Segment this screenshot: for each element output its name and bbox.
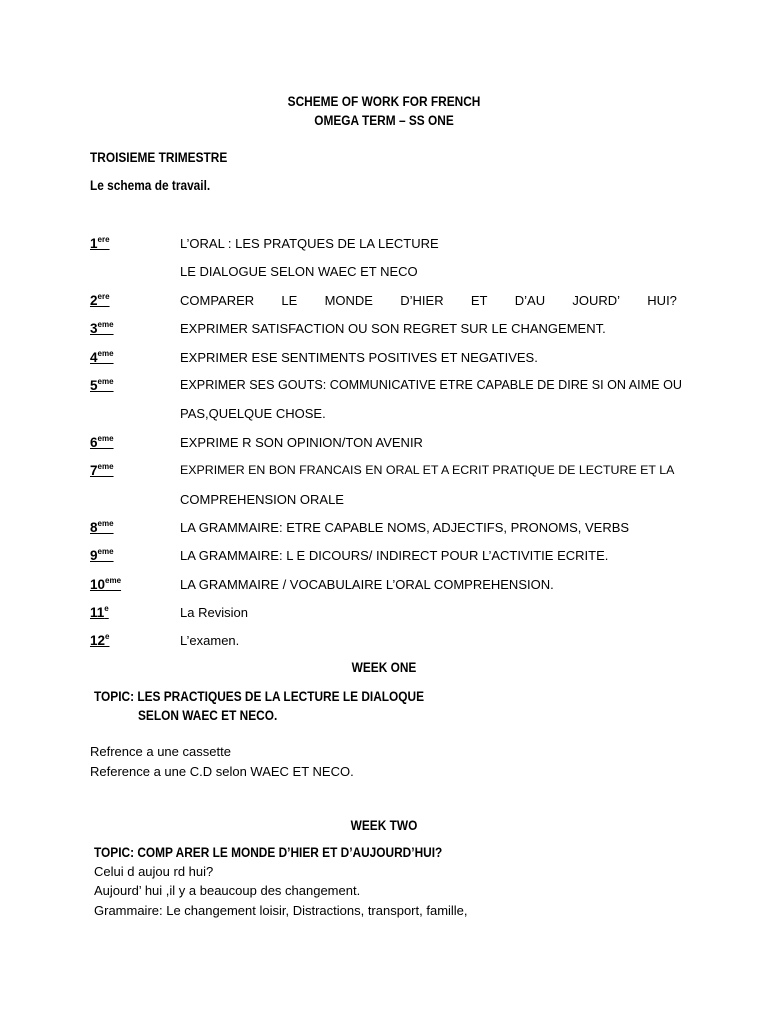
schema-heading: Le schema de travail. <box>90 178 211 193</box>
week-two-topic: TOPIC: COMP ARER LE MONDE D’HIER ET D’AUJOURD’HUI? <box>94 845 443 860</box>
week-topic: La Revision <box>180 605 248 620</box>
week-topic: LA GRAMMAIRE: ETRE CAPABLE NOMS, ADJECTIFS, PRONOMS, VERBS <box>180 520 630 535</box>
week-number: 9eme <box>90 547 114 563</box>
week-topic: L’examen. <box>180 633 240 648</box>
document-title: SCHEME OF WORK FOR FRENCH <box>287 94 481 109</box>
week-topic: EXPRIMER ESE SENTIMENTS POSITIVES ET NEGATIVES. <box>180 350 538 365</box>
week-two-heading: WEEK TWO <box>350 818 418 833</box>
week-topic: EXPRIME R SON OPINION/TON AVENIR <box>180 435 423 450</box>
week-two-note: Grammaire: Le changement loisir, Distractions, transport, famille, <box>94 903 468 918</box>
week-number: 3eme <box>90 320 114 336</box>
week-topic: EXPRIMER EN BON FRANCAIS EN ORAL ET A ECRIT PRATIQUE DE LECTURE ET LA <box>180 463 675 477</box>
week-topic-word: HUI? <box>647 293 677 308</box>
week-topic: EXPRIMER SATISFACTION OU SON REGRET SUR LE CHANGEMENT. <box>180 321 606 336</box>
week-topic-word: JOURD’ <box>572 293 621 308</box>
week-one-note: Reference a une C.D selon WAEC ET NECO. <box>90 764 354 779</box>
week-number: 11e <box>90 604 109 620</box>
week-topic-word: D’HIER <box>400 293 444 308</box>
week-topic-continued: COMPREHENSION ORALE <box>180 492 344 507</box>
week-number: 2ere <box>90 292 110 308</box>
week-topic: LA GRAMMAIRE / VOCABULAIRE L’ORAL COMPREHENSION. <box>180 577 554 592</box>
week-one-topic-continued: SELON WAEC ET NECO. <box>138 708 278 723</box>
week-topic-continued: LE DIALOGUE SELON WAEC ET NECO <box>180 264 418 279</box>
week-topic <box>180 293 677 308</box>
week-topic-word: ET <box>470 293 488 308</box>
document-subtitle: OMEGA TERM – SS ONE <box>314 113 454 128</box>
trimestre-heading: TROISIEME TRIMESTRE <box>90 150 228 165</box>
week-number: 8eme <box>90 519 114 535</box>
week-number: 5eme <box>90 377 114 393</box>
week-number: 10eme <box>90 576 122 592</box>
week-number: 6eme <box>90 434 114 450</box>
week-topic: LA GRAMMAIRE: L E DICOURS/ INDIRECT POUR L’ACTIVITIE ECRITE. <box>180 548 609 563</box>
week-topic: EXPRIMER SES GOUTS: COMMUNICATIVE ETRE CAPABLE DE DIRE SI ON AIME OU <box>180 378 682 392</box>
week-two-note: Celui d aujou rd hui? <box>94 864 214 879</box>
week-topic-word: D’AU <box>514 293 546 308</box>
week-one-note: Refrence a une cassette <box>90 744 231 759</box>
week-two-note: Aujourd’ hui ,il y a beaucoup des changement. <box>94 883 361 898</box>
week-topic-continued: PAS,QUELQUE CHOSE. <box>180 406 326 421</box>
week-number: 4eme <box>90 349 114 365</box>
week-number: 7eme <box>90 462 114 478</box>
week-number: 1ere <box>90 235 110 251</box>
week-topic-word: LE <box>281 293 298 308</box>
week-topic: L’ORAL : LES PRATQUES DE LA LECTURE <box>180 236 439 251</box>
week-one-topic: TOPIC: LES PRACTIQUES DE LA LECTURE LE DIALOQUE <box>94 689 425 704</box>
week-one-heading: WEEK ONE <box>351 660 417 675</box>
week-number: 12e <box>90 632 110 648</box>
week-topic-word: COMPARER <box>180 293 255 308</box>
week-topic-word: MONDE <box>324 293 373 308</box>
